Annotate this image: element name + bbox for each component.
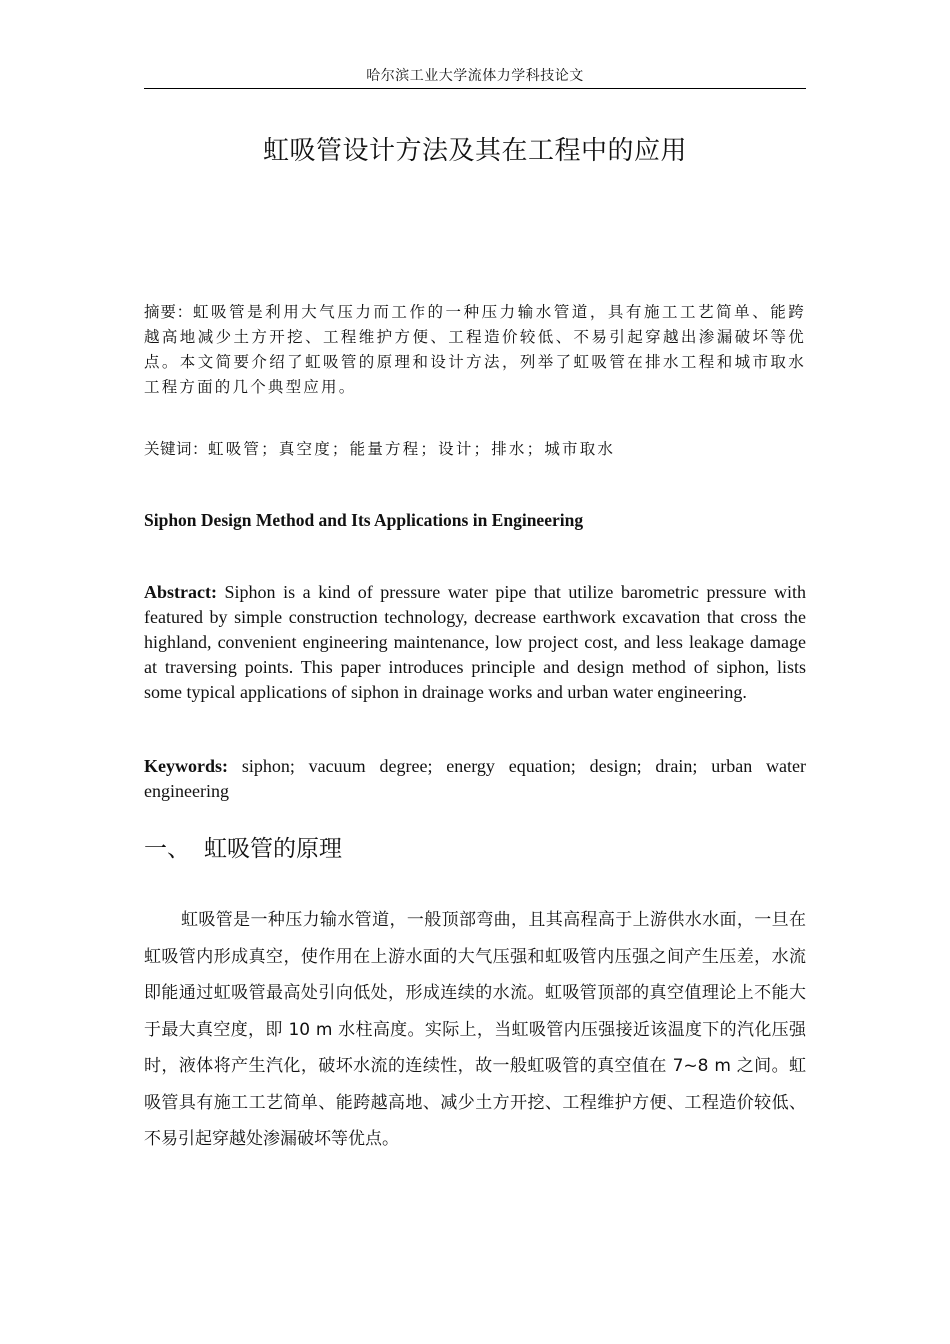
chinese-abstract-text: 虹吸管是利用大气压力而工作的一种压力输水管道，具有施工工艺简单、能跨越高地减少土方开挖、工程维护方便、工程造价较低、不易引起穿越出渗漏破坏等优点。本文简要介绍了虹吸管的原理和设计方法，列举了虹吸管在排水工程和城市取水工程方面的几个典型应用。 xyxy=(144,303,806,396)
section-title: 虹吸管的原理 xyxy=(204,836,342,862)
section-paragraph: 虹吸管是一种压力输水管道，一般顶部弯曲，且其高程高于上游供水水面，一旦在虹吸管内形成真空，使作用在上游水面的大气压强和虹吸管内压强之间产生压差，水流即能通过虹吸管最高处引向低处，形成连续的水流。虹吸管顶部的真空值理论上不能大于最大真空度，即 10 m 水柱高度。实际上，当虹吸管内压强接近该温度下的汽化压强时，液体将产生汽化，破坏水流的连续性，故一般虹吸管的真空值在 7~8 m 之间。虹吸管具有施工工艺简单、能跨越高地、减少土方开挖、工程维护方便、工程造价较低、不易引起穿越处渗漏破坏等优点。 xyxy=(144,910,806,1149)
chinese-abstract-label: 摘要： xyxy=(144,303,194,321)
chinese-abstract xyxy=(144,300,806,400)
chinese-keywords-text: 虹吸管；真空度；能量方程；设计；排水；城市取水 xyxy=(208,440,616,458)
running-header: 哈尔滨工业大学流体力学科技论文 xyxy=(366,68,584,84)
chinese-keywords-label: 关键词： xyxy=(144,440,209,458)
english-keywords-text: siphon; vacuum degree; energy equation; design; drain; urban water engineering xyxy=(144,756,806,801)
section-heading xyxy=(144,832,806,866)
chinese-keywords xyxy=(144,437,806,462)
english-abstract xyxy=(144,580,806,705)
header-rule xyxy=(144,88,806,89)
english-abstract-label: Abstract: xyxy=(144,582,217,602)
section-number: 一、 xyxy=(144,836,190,862)
english-keywords xyxy=(144,754,806,804)
english-title: Siphon Design Method and Its Applications in Engineering xyxy=(144,510,584,530)
paper-title: 虹吸管设计方法及其在工程中的应用 xyxy=(262,136,687,166)
english-abstract-text: Siphon is a kind of pressure water pipe that utilize barometric pressure with featured by simple construction technology, decrease earthwork excavation that cross the highland, convenient engineering maintenance, low project cost, and less leakage damage at traversing points. This paper introduces principle and design method of siphon, lists some typical applications of siphon in drainage works and urban water engineering. xyxy=(144,582,806,702)
english-keywords-label: Keywords: xyxy=(144,756,228,776)
